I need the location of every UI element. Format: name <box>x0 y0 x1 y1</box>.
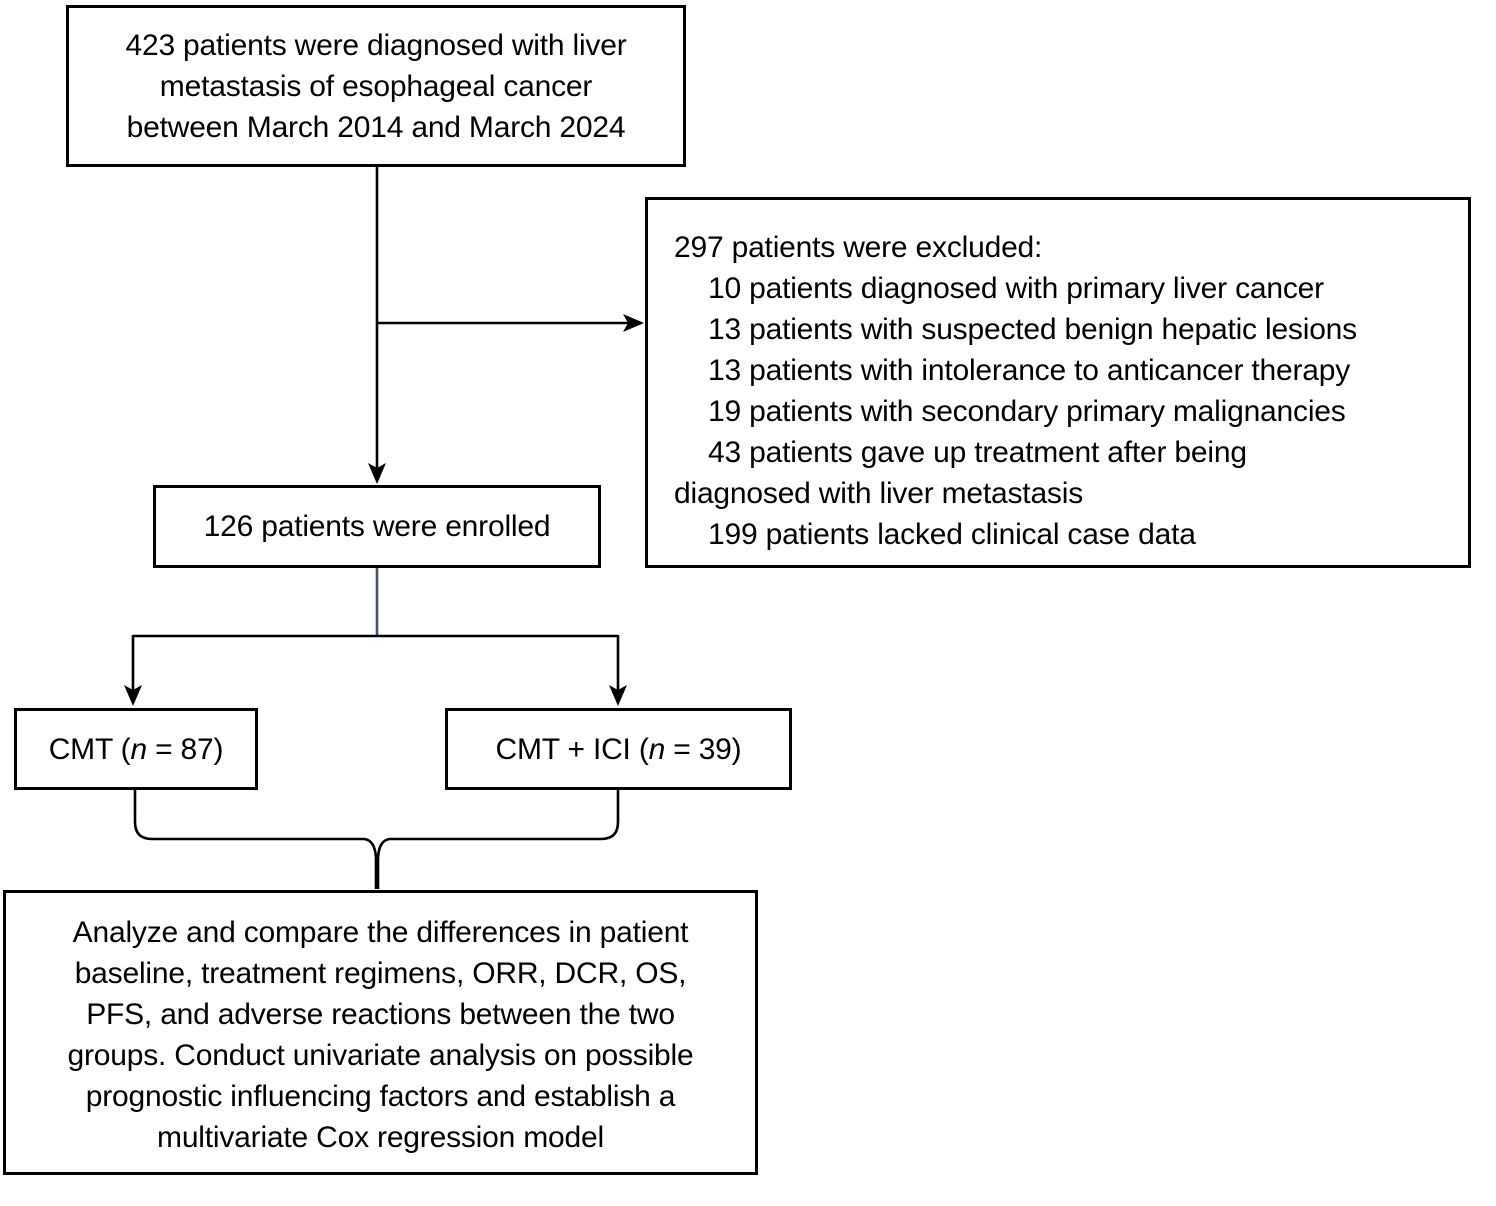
analysis-outcome-line: multivariate Cox regression model <box>157 1121 604 1154</box>
diagnosed-patients-line: 423 patients were diagnosed with liver <box>125 29 627 62</box>
excluded-patients-box <box>645 197 1471 568</box>
n-variable: n <box>130 732 147 766</box>
cmt-group-label: CMT (n = 87) <box>48 732 224 766</box>
brace-left <box>135 790 376 889</box>
exclusion-reason-line: 19 patients with secondary primary malignancies <box>708 395 1346 428</box>
cmt-ici-group-label: CMT + ICI (n = 39) <box>495 732 742 766</box>
exclusion-reason-line: 13 patients with intolerance to anticancer therapy <box>708 354 1351 387</box>
exclusion-reason-line: 43 patients gave up treatment after being <box>708 436 1247 469</box>
exclusion-reason-wrap-line: diagnosed with liver metastasis <box>674 477 1083 510</box>
enrolled-patients-label: 126 patients were enrolled <box>203 510 551 543</box>
analysis-outcome-line: PFS, and adverse reactions between the two <box>86 998 675 1031</box>
exclusion-reason-line: 199 patients lacked clinical case data <box>708 518 1196 551</box>
brace-right <box>378 790 618 889</box>
exclusion-reason-line: 13 patients with suspected benign hepatic lesions <box>708 313 1357 346</box>
cmt-ici-group-box <box>445 708 792 790</box>
analysis-outcome-line: baseline, treatment regimens, ORR, DCR, OS, <box>74 957 687 990</box>
diagnosed-patients-box <box>66 5 686 167</box>
exclusion-header-line: 297 patients were excluded: <box>674 231 1043 264</box>
n-variable: n <box>648 732 666 766</box>
analysis-outcome-line: prognostic influencing factors and establish a <box>85 1080 676 1113</box>
analysis-outcome-line: groups. Conduct univariate analysis on possible <box>67 1039 694 1072</box>
enrolled-patients-box <box>153 485 601 568</box>
cmt-group-box <box>14 708 258 790</box>
diagnosed-patients-line: between March 2014 and March 2024 <box>126 111 626 144</box>
analysis-outcome-box <box>3 890 758 1175</box>
diagnosed-patients-line: metastasis of esophageal cancer <box>159 70 593 103</box>
exclusion-reason-line: 10 patients diagnosed with primary liver cancer <box>708 272 1324 305</box>
analysis-outcome-line: Analyze and compare the differences in patient <box>72 916 689 949</box>
